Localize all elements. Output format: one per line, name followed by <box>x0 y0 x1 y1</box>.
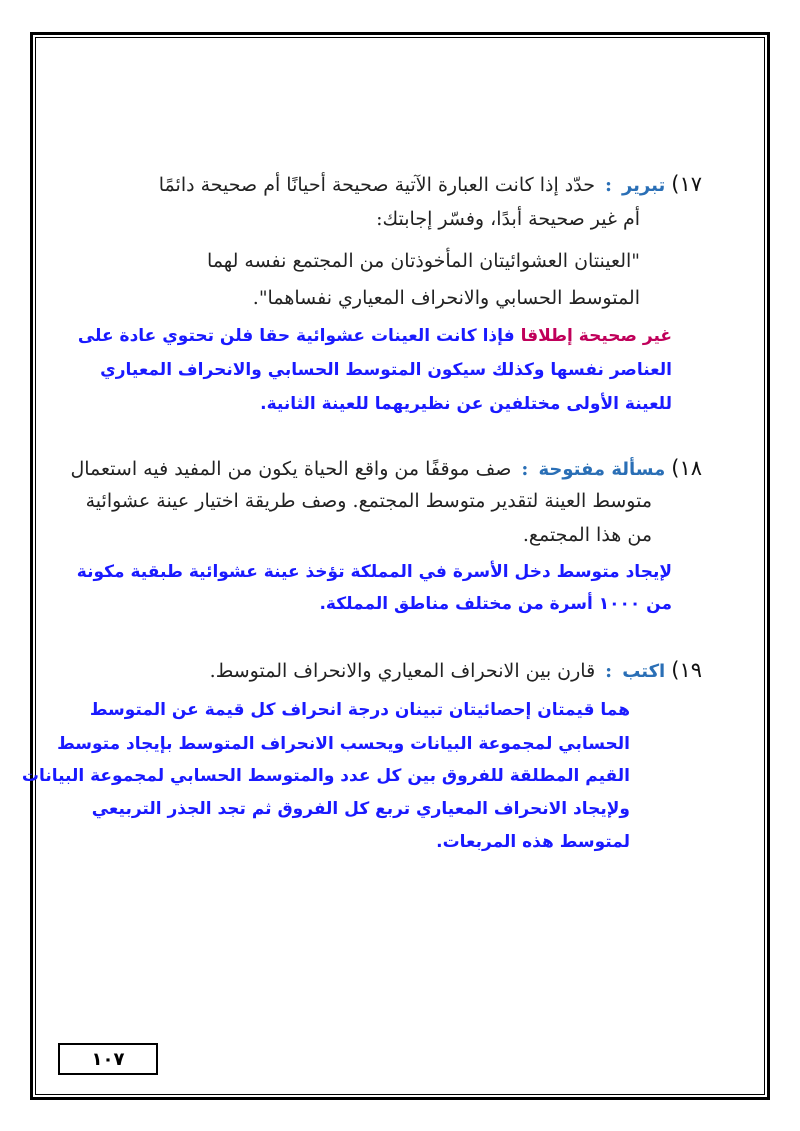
q17-line-3: "العينتان العشوائيتان المأخوذتان من المجتمع نفسه لهما <box>207 250 640 272</box>
q18-answer-line-2: من ١٠٠٠ أسرة من مختلف مناطق المملكة. <box>319 594 672 614</box>
q18-text-1: صف موقفًا من واقع الحياة يكون من المفيد فيه استعمال <box>70 458 512 480</box>
q18-line-1 <box>70 456 702 480</box>
q19-answer-line-4: ولإيجاد الانحراف المعياري تربع كل الفروق ثم تجد الجذر التربيعي <box>91 799 630 819</box>
q18-answer-line-1: لإيجاد متوسط دخل الأسرة في المملكة تؤخذ عينة عشوائية طبقية مكونة <box>76 562 672 582</box>
q18-number: ١٨) <box>671 456 702 480</box>
q18-colon: : <box>521 458 529 480</box>
q19-number: ١٩) <box>671 658 702 682</box>
q17-answer-highlight: غير صحيحة إطلاقا <box>520 326 672 346</box>
q19-answer-line-5: لمتوسط هذه المربعات. <box>436 832 630 852</box>
q19-text-1: قارن بين الانحراف المعياري والانحراف المتوسط. <box>209 660 596 682</box>
q19-answer-line-3: القيم المطلقة للفروق بين كل عدد والمتوسط الحسابي لمجموعة البيانات <box>21 766 630 786</box>
q17-answer-line-2: العناصر نفسها وكذلك سيكون المتوسط الحسابي والانحراف المعياري <box>100 360 672 380</box>
q19-answer-line-2: الحسابي لمجموعة البيانات ويحسب الانحراف المتوسط بإيجاد متوسط <box>57 734 630 754</box>
q17-line-2: أم غير صحيحة أبدًا، وفسّر إجابتك: <box>376 208 640 230</box>
q17-text-1: حدّد إذا كانت العبارة الآتية صحيحة أحيانًا أم صحيحة دائمًا <box>158 174 595 196</box>
q17-answer-line-1 <box>78 326 672 346</box>
q17-line-1 <box>159 172 702 196</box>
page-number: ١٠٧ <box>91 1048 125 1070</box>
q18-line-2: متوسط العينة لتقدير متوسط المجتمع. وصف طريقة اختيار عينة عشوائية <box>85 490 652 512</box>
q17-answer-rest: فإذا كانت العينات عشوائية حقا فلن تحتوي عادة على <box>77 326 521 346</box>
q19-answer-line-1: هما قيمتان إحصائيتان تبينان درجة انحراف كل قيمة عن المتوسط <box>89 700 630 720</box>
q17-line-4: المتوسط الحسابي والانحراف المعياري نفساهما". <box>252 287 640 309</box>
q19-line-1 <box>210 658 702 682</box>
page-number-box <box>58 1043 158 1075</box>
q18-line-3: من هذا المجتمع. <box>522 524 652 546</box>
q17-colon: : <box>604 174 612 196</box>
q17-answer-line-3: للعينة الأولى مختلفين عن نظيريهما للعينة الثانية. <box>260 394 672 414</box>
q19-label: اكتب <box>622 661 666 682</box>
q18-label: مسألة مفتوحة <box>538 459 666 480</box>
q19-colon: : <box>605 660 613 682</box>
q17-number: ١٧) <box>671 172 702 196</box>
q17-label: تبرير <box>621 175 666 196</box>
